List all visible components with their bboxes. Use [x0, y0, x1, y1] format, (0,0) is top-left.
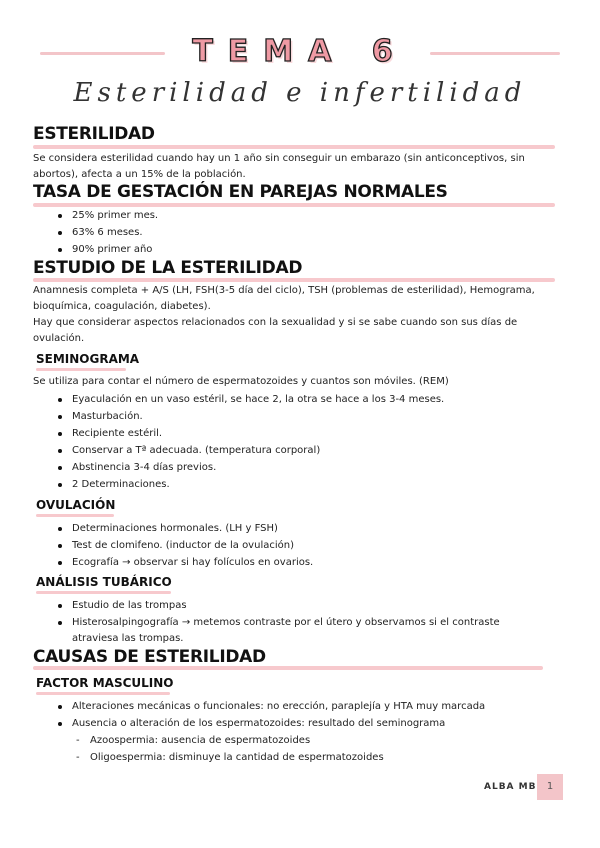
bullet [58, 248, 62, 252]
bullet [58, 527, 62, 531]
subheading-underline [36, 368, 126, 371]
estudio-text-2: Hay que considerar aspectos relacionados con la sexualidad y si se sabe cuando son sus días de ovulación. [33, 317, 518, 344]
bullet [58, 432, 62, 436]
bullet [58, 722, 62, 726]
heading-ovulacion: OVULACIÓN [36, 498, 116, 512]
list-item: Abstinencia 3-4 días previos. [72, 462, 217, 473]
bullet [58, 398, 62, 402]
heading-underline [33, 278, 555, 282]
bullet [58, 621, 62, 625]
sub-list-item: Azoospermia: ausencia de espermatozoides [90, 735, 311, 746]
heading-tasa: TASA DE GESTACIÓN EN PAREJAS NORMALES [33, 182, 448, 202]
list-item: 25% primer mes. [72, 210, 159, 221]
author-label: ALBA MB [484, 782, 537, 792]
heading-causas: CAUSAS DE ESTERILIDAD [33, 647, 266, 667]
bullet [58, 466, 62, 470]
list-item: 2 Determinaciones. [72, 479, 170, 490]
dash-marker: - [76, 735, 80, 746]
bullet [58, 449, 62, 453]
bullet [58, 561, 62, 565]
list-item: Alteraciones mecánicas o funcionales: no erección, paraplejía y HTA muy marcada [72, 701, 486, 712]
heading-masculino: FACTOR MASCULINO [36, 676, 174, 690]
bullet [58, 415, 62, 419]
bullet [58, 544, 62, 548]
esterilidad-text: Se considera esterilidad cuando hay un 1 año sin conseguir un embarazo (sin anticonceptivos, sin abortos), afecta a un 15% de la población. [33, 153, 525, 180]
heading-esterilidad: ESTERILIDAD [33, 124, 155, 144]
list-item: Masturbación. [72, 411, 143, 422]
heading-estudio: ESTUDIO DE LA ESTERILIDAD [33, 258, 303, 278]
list-item: Ausencia o alteración de los espermatozoides: resultado del seminograma [72, 718, 446, 729]
list-item: Conservar a Tª adecuada. (temperatura corporal) [72, 445, 321, 456]
subheading-underline [36, 591, 171, 594]
heading-underline [33, 145, 555, 149]
list-item: Eyaculación en un vaso estéril, se hace 2, la otra se hace a los 3-4 meses. [72, 394, 445, 405]
bullet [58, 483, 62, 487]
page-title: TEMA 6 [192, 34, 408, 69]
subheading-underline [36, 514, 114, 517]
list-item: Ecografía → observar si hay folículos en ovarios. [72, 557, 314, 568]
dash-marker: - [76, 752, 80, 763]
subheading-underline [36, 692, 170, 695]
list-item: Test de clomifeno. (inductor de la ovulación) [72, 540, 294, 551]
bullet [58, 214, 62, 218]
bullet [58, 705, 62, 709]
estudio-text-1: Anamnesis completa + A/S (LH, FSH(3-5 día del ciclo), TSH (problemas de esterilidad), Hemograma, bioquímica, coagulación, diabetes). [33, 285, 535, 312]
list-item: 90% primer año [72, 244, 153, 255]
bullet [58, 604, 62, 608]
sub-list-item: Oligoespermia: disminuye la cantidad de espermatozoides [90, 752, 384, 763]
page-subtitle: Esterilidad e infertilidad [73, 78, 527, 108]
heading-underline [33, 203, 555, 207]
bullet [58, 231, 62, 235]
seminograma-intro: Se utiliza para contar el número de espermatozoides y cuantos son móviles. (REM) [33, 376, 449, 387]
list-item: Determinaciones hormonales. (LH y FSH) [72, 523, 278, 534]
list-item: Histerosalpingografía → metemos contraste por el útero y observamos si el contraste atraviesa las trompas. [72, 617, 500, 644]
heading-tubarico: ANÁLISIS TUBÁRICO [36, 575, 172, 589]
list-item: Estudio de las trompas [72, 600, 187, 611]
page-number: 1 [537, 774, 563, 800]
list-item: 63% 6 meses. [72, 227, 143, 238]
heading-seminograma: SEMINOGRAMA [36, 352, 140, 366]
list-item: Recipiente estéril. [72, 428, 163, 439]
